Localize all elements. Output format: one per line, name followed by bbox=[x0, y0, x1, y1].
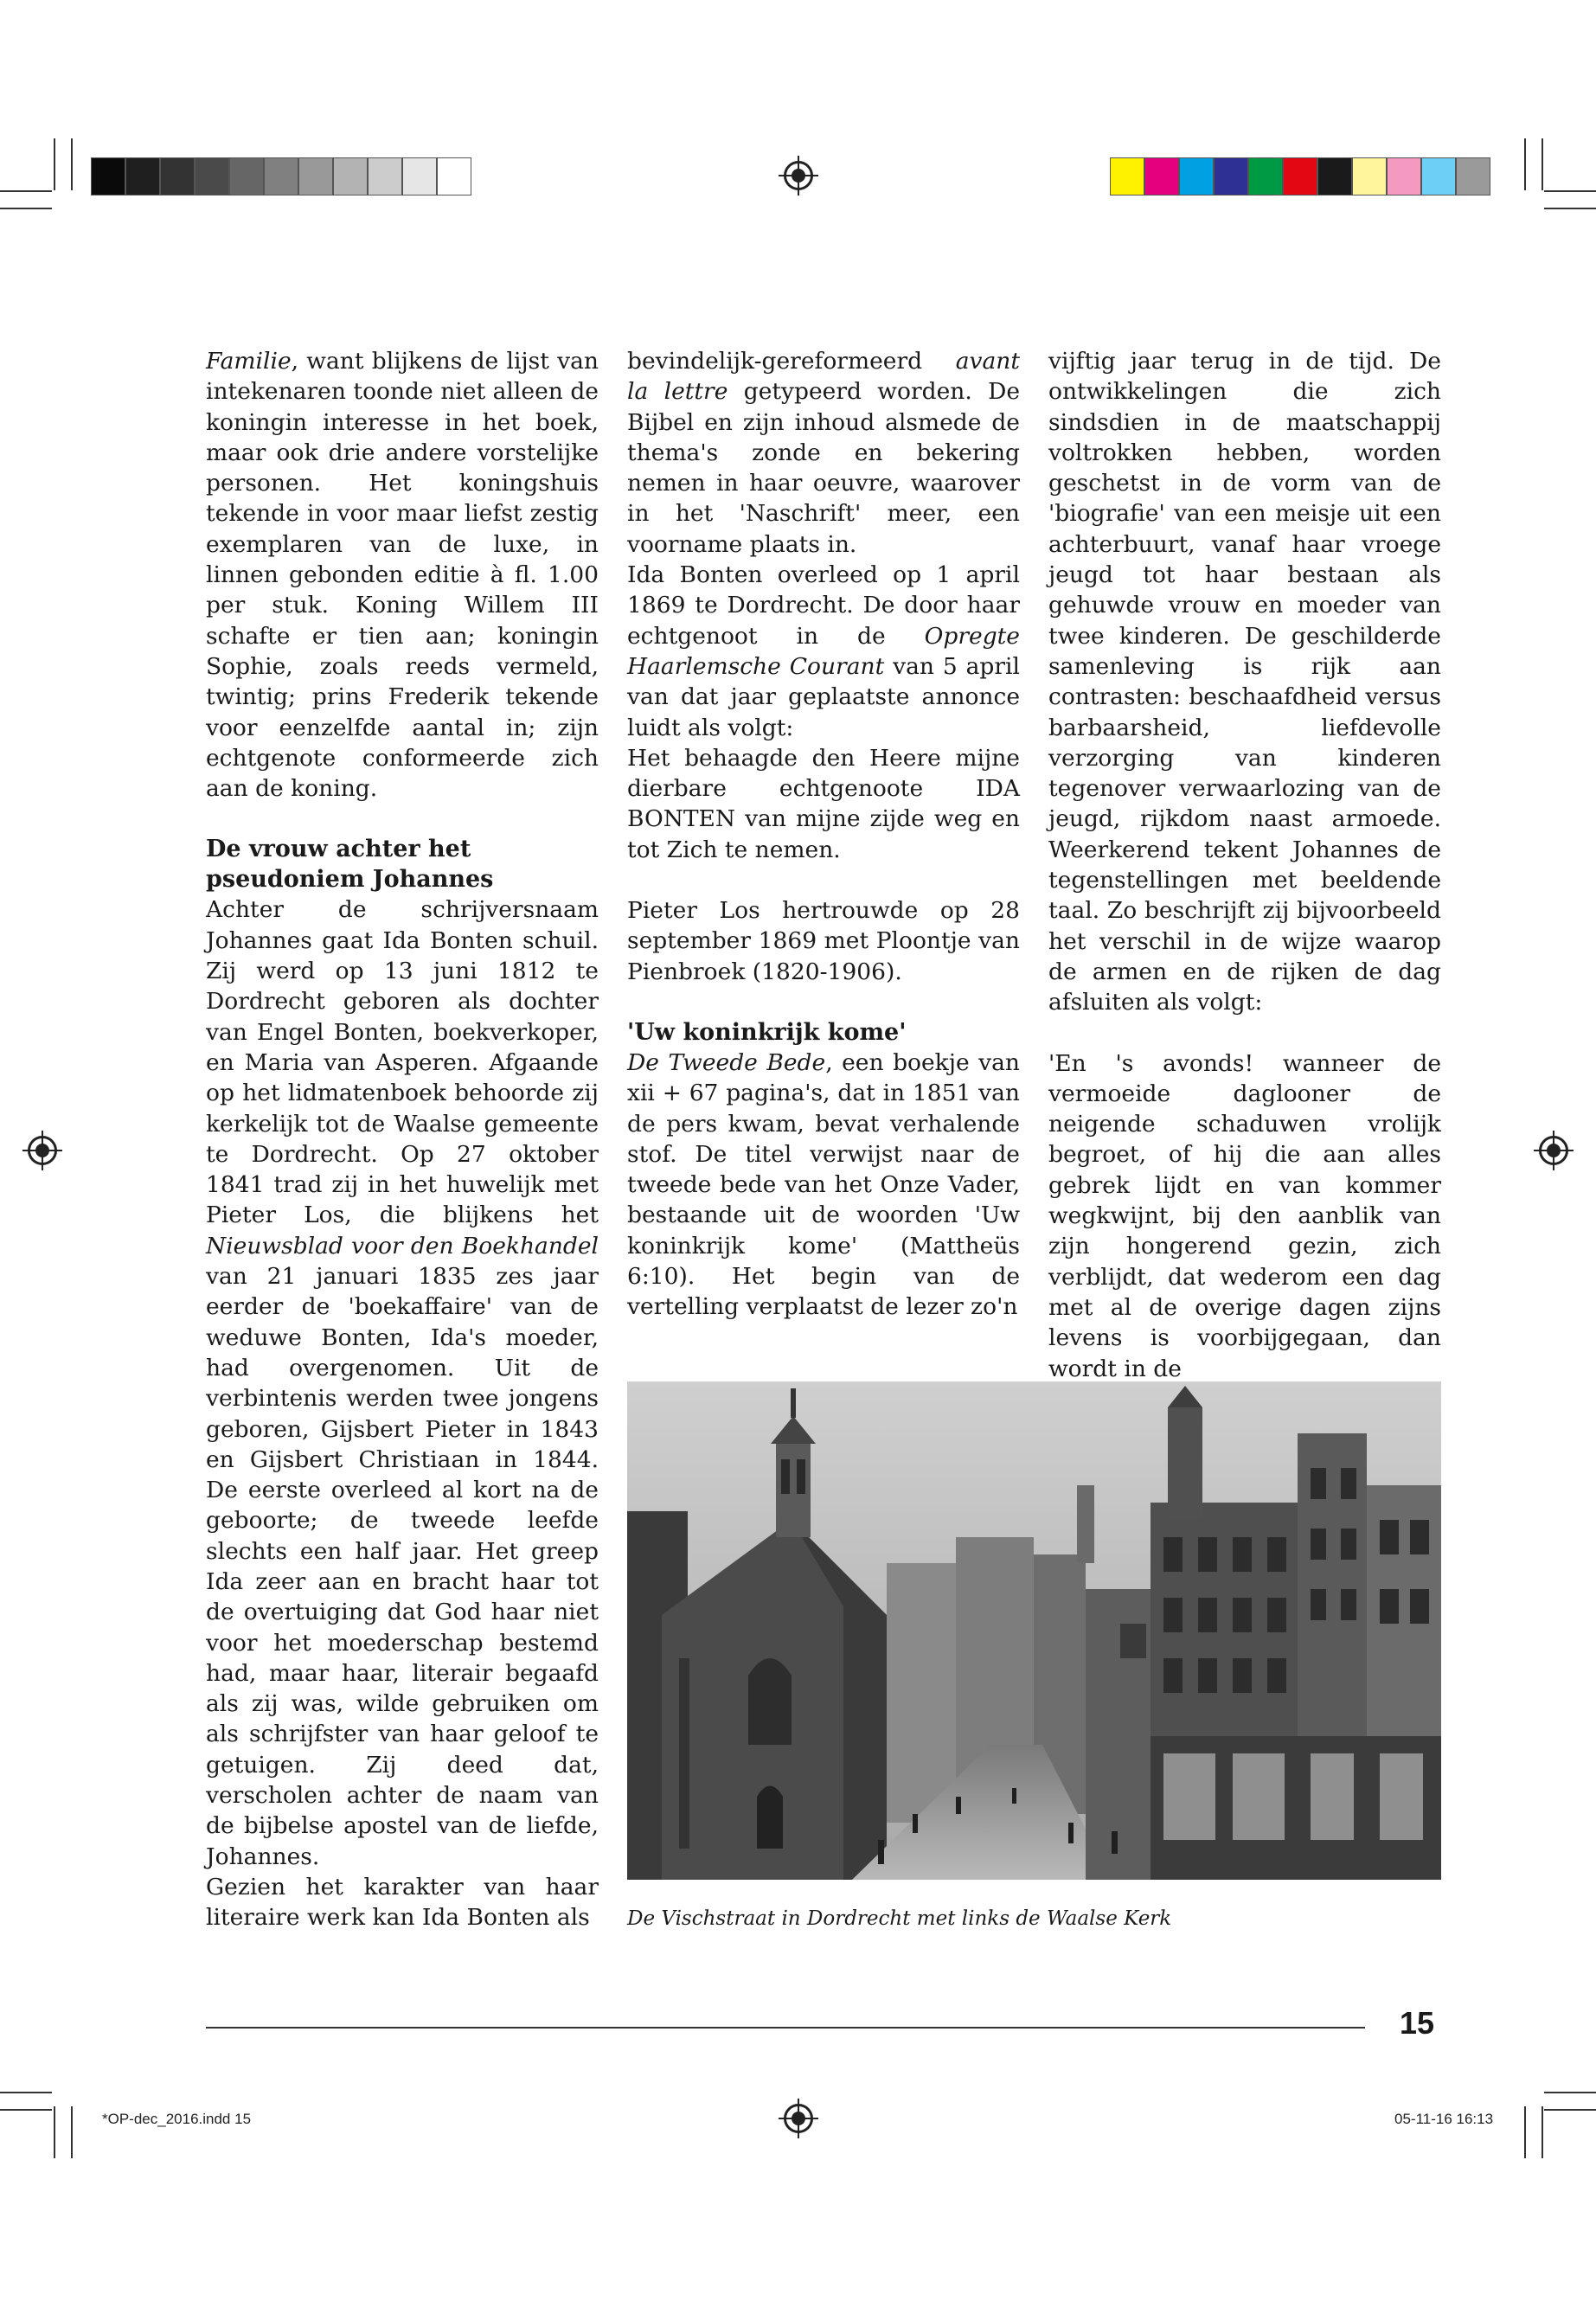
gray-swatch bbox=[368, 157, 402, 195]
gray-swatch bbox=[125, 157, 160, 195]
crop-mark bbox=[1542, 138, 1543, 190]
color-swatch bbox=[1387, 157, 1421, 195]
paragraph-text: , want blijkens de lijst van intekenaren toonde niet alleen de koningin interesse in het boek, maar ook drie andere vorstelijke personen. Het koningshuis tekende in voor maar liefst zestig exemplaren van de luxe, in linnen gebonden editie à fl. 1.00 per stuk. Koning Willem III schafte er tien aan; koningin Sophie, zoals reeds vermeld, twintig; prins Frederik tekende voor eenzelfde aantal in; zijn echtgenote conformeerde zich aan de koning. bbox=[206, 348, 599, 803]
crop-mark bbox=[1544, 2109, 1596, 2111]
paragraph bbox=[206, 346, 599, 804]
crop-mark bbox=[0, 2092, 52, 2093]
color-swatch bbox=[1317, 157, 1352, 195]
crop-mark bbox=[71, 138, 73, 190]
italic-title: De Tweede Bede bbox=[627, 1048, 826, 1076]
color-swatch bbox=[1179, 157, 1214, 195]
gray-swatch bbox=[437, 157, 471, 195]
text-column-1 bbox=[206, 346, 599, 1933]
paragraph-text: van 21 januari 1835 zes jaar eerder de 'boekaffaire' van de weduwe Bonten, Ida's moeder, had overgenomen. Uit de verbintenis werden twee jongens geboren, Gijsbert Pieter in 1843 en Gijsbert Christiaan in 1844. De eerste overleed al kort na de geboorte; de tweede leefde slechts een half jaar. Het greep Ida zeer aan en bracht haar tot de overtuiging dat God haar niet voor het moederschap bestemd had, maar haar, literair begaafd als zij was, wilde gebruiken om als schrijfster van haar geloof te getuigen. Zij deed dat, verscholen achter de naam van de bijbelse apostel van de liefde, Johannes. bbox=[206, 1263, 599, 1870]
registration-mark-icon bbox=[784, 161, 813, 190]
text-column-2 bbox=[627, 346, 1020, 1323]
gray-swatch bbox=[160, 157, 195, 195]
crop-mark bbox=[54, 2106, 55, 2158]
registration-mark-icon bbox=[784, 2104, 813, 2133]
crop-mark bbox=[71, 2106, 73, 2158]
paragraph: Gezien het karakter van haar literaire werk kan Ida Bonten als bbox=[206, 1873, 599, 1932]
slug-timestamp: 05-11-16 16:13 bbox=[1394, 2111, 1494, 2127]
paragraph-text: getypeerd worden. De Bijbel en zijn inhoud alsmede de thema's zonde en bekering nemen in haar oeuvre, waarover in het 'Naschrift' meer, een voorname plaats in. bbox=[627, 378, 1020, 558]
gray-swatch bbox=[195, 157, 229, 195]
color-swatch bbox=[1456, 157, 1490, 195]
paragraph bbox=[206, 894, 599, 1872]
color-swatch bbox=[1283, 157, 1317, 195]
crop-mark bbox=[0, 2109, 52, 2111]
paragraph: Pieter Los hertrouwde op 28 september 1869 met Ploontje van Pienbroek (1820-1906). bbox=[627, 897, 1020, 985]
crop-mark bbox=[1524, 138, 1526, 190]
italic-title: Familie bbox=[206, 348, 292, 375]
italic-title: Opregte Haarlemsche Courant bbox=[627, 622, 1020, 680]
crop-mark bbox=[1544, 208, 1596, 209]
text-column-3 bbox=[1048, 346, 1441, 1384]
crop-mark bbox=[1542, 2106, 1543, 2158]
page-number: 15 bbox=[1400, 2005, 1435, 2041]
italic-title: Nieuwsblad voor den Boekhandel bbox=[206, 1232, 599, 1259]
crop-mark bbox=[1544, 2092, 1596, 2093]
paragraph: Het behaagde den Heere mijne dierbare echtgenoote IDA BONTEN van mijne zijde weg en tot Zich te nemen. bbox=[627, 744, 1020, 863]
italic-phrase: avant la lettre bbox=[627, 348, 1020, 406]
section-heading: De vrouw achter het pseudoniem Johannes bbox=[206, 836, 494, 894]
photo-caption: De Vischstraat in Dordrecht met links de Waalse Kerk bbox=[627, 1907, 1172, 1930]
crop-mark bbox=[1524, 2106, 1526, 2158]
street-photo-illustration bbox=[627, 1381, 1441, 1880]
paragraph-text: Ida Bonten overleed op 1 april 1869 te Dordrecht. De door haar echtgenoot in de bbox=[627, 561, 1020, 650]
color-swatch bbox=[1352, 157, 1387, 195]
color-swatch bbox=[1144, 157, 1179, 195]
registration-mark-icon bbox=[1539, 1136, 1568, 1165]
gray-swatch bbox=[298, 157, 333, 195]
paragraph bbox=[627, 560, 1020, 743]
crop-mark bbox=[0, 208, 52, 209]
paragraph-text: Achter de schrijversnaam Johannes gaat Ida Bonten schuil. Zij werd op 13 juni 1812 te Dordrecht geboren als dochter van Engel Bonten, boekverkoper, en Maria van Asperen. Afgaande op het lidmatenboek behoorde zij kerkelijk tot de Waalse gemeente te Dordrecht. Op 27 oktober 1841 trad zij in het huwelijk met Pieter Los, die blijkens het bbox=[206, 896, 599, 1229]
color-swatch bbox=[1214, 157, 1248, 195]
grayscale-bar bbox=[91, 157, 471, 195]
gray-swatch bbox=[264, 157, 298, 195]
section-heading: 'Uw koninkrijk kome' bbox=[627, 1018, 907, 1046]
gray-swatch bbox=[229, 157, 264, 195]
historic-street-photo bbox=[627, 1381, 1441, 1880]
color-swatch bbox=[1110, 157, 1144, 195]
crop-mark bbox=[1544, 190, 1596, 192]
registration-mark-icon bbox=[28, 1136, 57, 1165]
gray-swatch bbox=[333, 157, 368, 195]
slug-filename: *OP-dec_2016.indd 15 bbox=[102, 2111, 252, 2127]
paragraph bbox=[627, 346, 1020, 560]
gray-swatch bbox=[91, 157, 125, 195]
crop-mark bbox=[54, 138, 55, 190]
color-swatch bbox=[1421, 157, 1456, 195]
color-bar bbox=[1110, 157, 1490, 195]
paragraph: vijftig jaar terug in de tijd. De ontwikkelingen die zich sindsdien in de maatschappij voltrokken hebben, worden geschetst in de vorm van de 'biografie' van een meisje uit een achterbuurt, vanaf haar vroege jeugd tot haar bestaan als gehuwde vrouw en moeder van twee kinderen. De geschilderde samenleving is rijk aan contrasten: beschaafdheid versus barbaarsheid, liefdevolle verzorging van kinderen tegenover verwaarlozing van de jeugd, rijkdom naast armoede. Weerkerend tekent Johannes de tegenstellingen met beeldende taal. Zo beschrijft zij bijvoorbeeld het verschil in de wijze waarop de armen en de rijken de dag afsluiten als volgt: bbox=[1048, 348, 1441, 1016]
paragraph-text: van 5 april van dat jaar geplaatste annonce luidt als volgt: bbox=[627, 652, 1020, 741]
paragraph: 'En 's avonds! wanneer de vermoeide daglooner de neigende schaduwen vrolijk begroet, of hij die aan alles gebrek lijdt en van kommer wegkwijnt, bij den aanblik van zijn hongerend gezin, zich verblijdt, dat wederom een dag met al de overige dagen zijns levens is voorbijgegaan, dan wordt in de bbox=[1048, 1049, 1441, 1382]
crop-mark bbox=[0, 190, 52, 192]
paragraph-text: , een boekje van xii + 67 pagina's, dat in 1851 van de pers kwam, bevat verhalende stof. De titel verwijst naar de tweede bede van het Onze Vader, bestaande uit de woorden 'Uw koninkrijk kome' (Mattheüs 6:10). Het begin van de vertelling verplaatst de lezer zo'n bbox=[627, 1048, 1020, 1321]
paragraph bbox=[627, 1048, 1020, 1323]
color-swatch bbox=[1248, 157, 1283, 195]
gray-swatch bbox=[402, 157, 437, 195]
footer-rule bbox=[206, 2027, 1365, 2029]
paragraph-text: bevindelijk-gereformeerd bbox=[627, 348, 956, 375]
